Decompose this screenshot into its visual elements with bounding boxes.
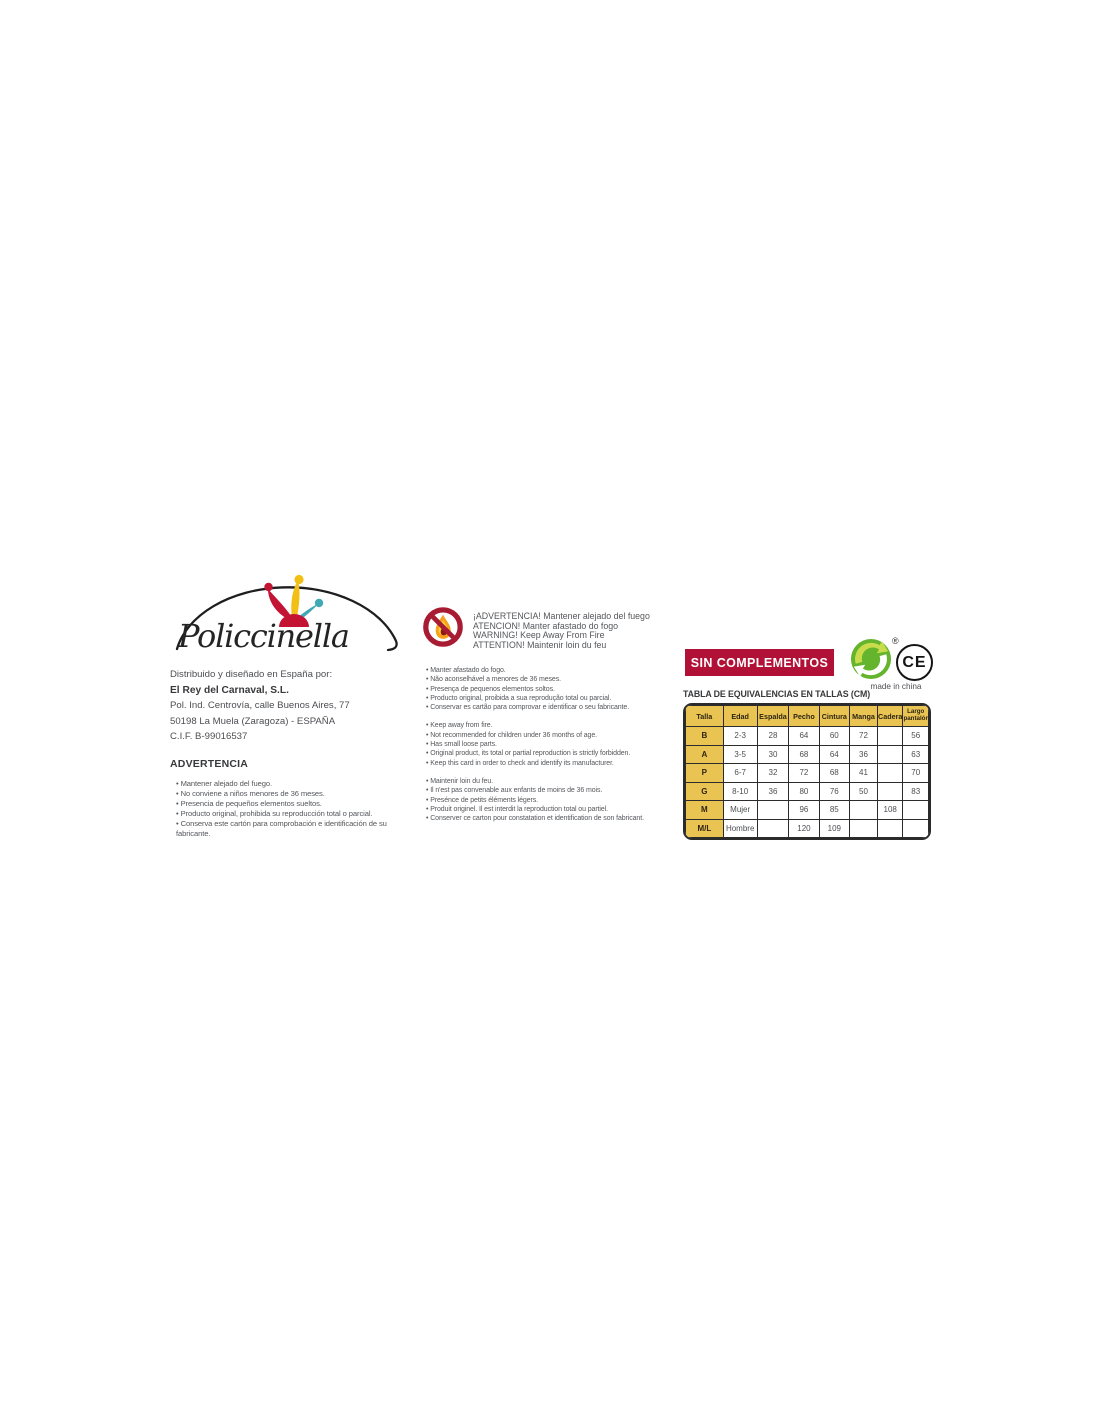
- middle-column: [422, 606, 674, 832]
- ce-mark-icon: [896, 644, 933, 681]
- size-table-title: TABLA DE EQUIVALENCIAS EN TALLAS (CM): [683, 689, 871, 699]
- size-table-cell: 70: [903, 764, 929, 783]
- warning-item: • Manter afastado do fogo.: [422, 666, 674, 675]
- size-table-cell: 80: [789, 782, 819, 801]
- size-table-row: [686, 819, 929, 838]
- made-in-china-label: made in china: [870, 682, 922, 691]
- size-table-wrap: [683, 703, 931, 840]
- advertencia-title: ADVERTENCIA: [170, 757, 249, 770]
- size-table-cell: 28: [757, 727, 789, 746]
- size-table-cell: 50: [850, 782, 878, 801]
- size-table-row: [686, 801, 929, 820]
- left-column: [170, 561, 412, 839]
- size-table-cell: [850, 801, 878, 820]
- size-table-row: [686, 727, 929, 746]
- policcinella-logo-icon: [170, 561, 410, 657]
- size-table-head: [686, 706, 929, 727]
- size-table-cell: [757, 801, 789, 820]
- size-table-row: [686, 782, 929, 801]
- size-table-cell: 85: [819, 801, 849, 820]
- size-table-cell: [757, 819, 789, 838]
- warning-item: • Il n'est pas convenable aux enfants de moins de 36 mois.: [422, 786, 674, 795]
- size-table: [685, 705, 929, 838]
- size-table-cell: 60: [819, 727, 849, 746]
- alert-line: ¡ADVERTENCIA! Mantener alejado del fuego: [473, 611, 650, 621]
- address-line-1: Pol. Ind. Centrovía, calle Buenos Aires, 77: [170, 700, 350, 711]
- size-table-header-cell: Espalda: [757, 706, 789, 727]
- registered-trademark-icon: ®: [892, 636, 899, 646]
- size-table-cell: 41: [850, 764, 878, 783]
- warning-item: • No conviene a niños menores de 36 meses.: [176, 789, 412, 799]
- warning-group-fr: [422, 777, 674, 823]
- right-header-row: [683, 636, 931, 691]
- size-table-cell: 56: [903, 727, 929, 746]
- fire-warning-header: [422, 606, 674, 656]
- no-fire-icon: [422, 606, 464, 648]
- size-table-cell: 76: [819, 782, 849, 801]
- company-name: El Rey del Carnaval, S.L.: [170, 684, 289, 696]
- warning-item: • Conservar es cartão para comprovar e identificar o seu fabricante.: [422, 703, 674, 712]
- size-table-header-row: [686, 706, 929, 727]
- warning-item: • Has small loose parts.: [422, 740, 674, 749]
- size-table-cell: 72: [789, 764, 819, 783]
- address-line-2: 50198 La Muela (Zaragoza) - ESPAÑA: [170, 715, 336, 727]
- size-cell-talla: M: [686, 801, 724, 820]
- size-table-cell: [850, 819, 878, 838]
- fire-warning-lines: [473, 606, 650, 650]
- size-table-cell: [877, 745, 903, 764]
- size-cell-talla: P: [686, 764, 724, 783]
- warning-item: • Conserva este cartón para comprobación e identificación de su fabricante.: [176, 819, 412, 839]
- advertencia-list: [170, 779, 412, 839]
- size-table-row: [686, 745, 929, 764]
- size-table-cell: [903, 819, 929, 838]
- size-table-header-cell: Cadera: [877, 706, 903, 727]
- warning-item: • Original product, its total or partial reproduction is strictly forbidden.: [422, 749, 674, 758]
- size-table-cell: 36: [850, 745, 878, 764]
- size-table-cell: 96: [789, 801, 819, 820]
- size-table-cell: 68: [789, 745, 819, 764]
- warning-item: • Produit originel. Il est interdit la reproduction total ou partiel.: [422, 805, 674, 814]
- brand-name: Policcinella: [178, 617, 349, 655]
- size-table-cell: 6-7: [723, 764, 757, 783]
- size-table-row: [686, 764, 929, 783]
- size-table-cell: 30: [757, 745, 789, 764]
- alert-line: ATENCION! Manter afastado do fogo: [473, 620, 619, 631]
- right-column: [683, 636, 931, 840]
- warning-item: • Not recommended for children under 36 months of age.: [422, 731, 674, 740]
- warning-item: • Producto original, proibida a sua reprodução total ou parcial.: [422, 694, 674, 703]
- brand-logo: [170, 561, 410, 655]
- warning-item: • Presencia de pequeños elementos sueltos.: [176, 799, 412, 809]
- size-table-cell: 72: [850, 727, 878, 746]
- warning-item: • Presénce de petits éléments légers.: [422, 796, 674, 805]
- warning-item: • Maintenir loin du feu.: [422, 777, 674, 786]
- size-table-body: [686, 727, 929, 838]
- size-table-cell: 83: [903, 782, 929, 801]
- size-cell-talla: M/L: [686, 819, 724, 838]
- green-dot-recycle-icon: [850, 638, 892, 680]
- size-table-cell: [877, 782, 903, 801]
- warning-item: • Não aconselhável a menores de 36 meses.: [422, 675, 674, 684]
- size-table-header-cell: Pecho: [789, 706, 819, 727]
- ce-mark-letters: CE: [902, 653, 927, 671]
- company-cif: C.I.F. B-99016537: [170, 731, 248, 742]
- size-table-cell: 108: [877, 801, 903, 820]
- size-table-header-cell: Edad: [723, 706, 757, 727]
- size-table-header-cell: Largo pantalón: [903, 706, 929, 727]
- size-table-cell: [877, 764, 903, 783]
- size-table-cell: 8-10: [723, 782, 757, 801]
- size-table-header-cell: Cintura: [819, 706, 849, 727]
- warning-item: • Mantener alejado del fuego.: [176, 779, 412, 789]
- size-cell-talla: B: [686, 727, 724, 746]
- size-table-cell: 64: [819, 745, 849, 764]
- size-cell-talla: A: [686, 745, 724, 764]
- alert-line: WARNING! Keep Away From Fire: [473, 630, 605, 641]
- size-table-cell: Mujer: [723, 801, 757, 820]
- size-table-cell: 36: [757, 782, 789, 801]
- size-table-header-cell: Manga: [850, 706, 878, 727]
- sin-complementos-banner: SIN COMPLEMENTOS: [685, 649, 834, 676]
- size-table-cell: [903, 801, 929, 820]
- warning-item: • Conserver ce carton pour constatation et identification de son fabricant.: [422, 814, 674, 823]
- size-table-cell: [877, 727, 903, 746]
- distributor-intro: Distribuido y diseñado en España por:: [170, 669, 333, 680]
- size-table-cell: 32: [757, 764, 789, 783]
- distributor-block: [170, 667, 412, 745]
- size-table-cell: [877, 819, 903, 838]
- multilang-warnings: [422, 666, 674, 823]
- warning-item: • Presença de pequenos elementos soltos.: [422, 685, 674, 694]
- alert-line: ATTENTION! Maintenir loin du feu: [473, 639, 607, 650]
- size-table-cell: 63: [903, 745, 929, 764]
- warning-item: • Keep this card in order to check and identify its manufacturer.: [422, 759, 674, 768]
- size-table-cell: 68: [819, 764, 849, 783]
- size-cell-talla: G: [686, 782, 724, 801]
- warning-group-en: [422, 721, 674, 767]
- size-table-cell: 64: [789, 727, 819, 746]
- size-table-cell: Hombre: [723, 819, 757, 838]
- warning-item: • Producto original, prohibida su reproducción total o parcial.: [176, 809, 412, 819]
- size-table-cell: 3-5: [723, 745, 757, 764]
- size-table-header-cell: Talla: [686, 706, 724, 727]
- size-table-cell: 109: [819, 819, 849, 838]
- size-table-cell: 120: [789, 819, 819, 838]
- size-table-cell: 2-3: [723, 727, 757, 746]
- warning-group-pt: [422, 666, 674, 712]
- warning-item: • Keep away from fire.: [422, 721, 674, 730]
